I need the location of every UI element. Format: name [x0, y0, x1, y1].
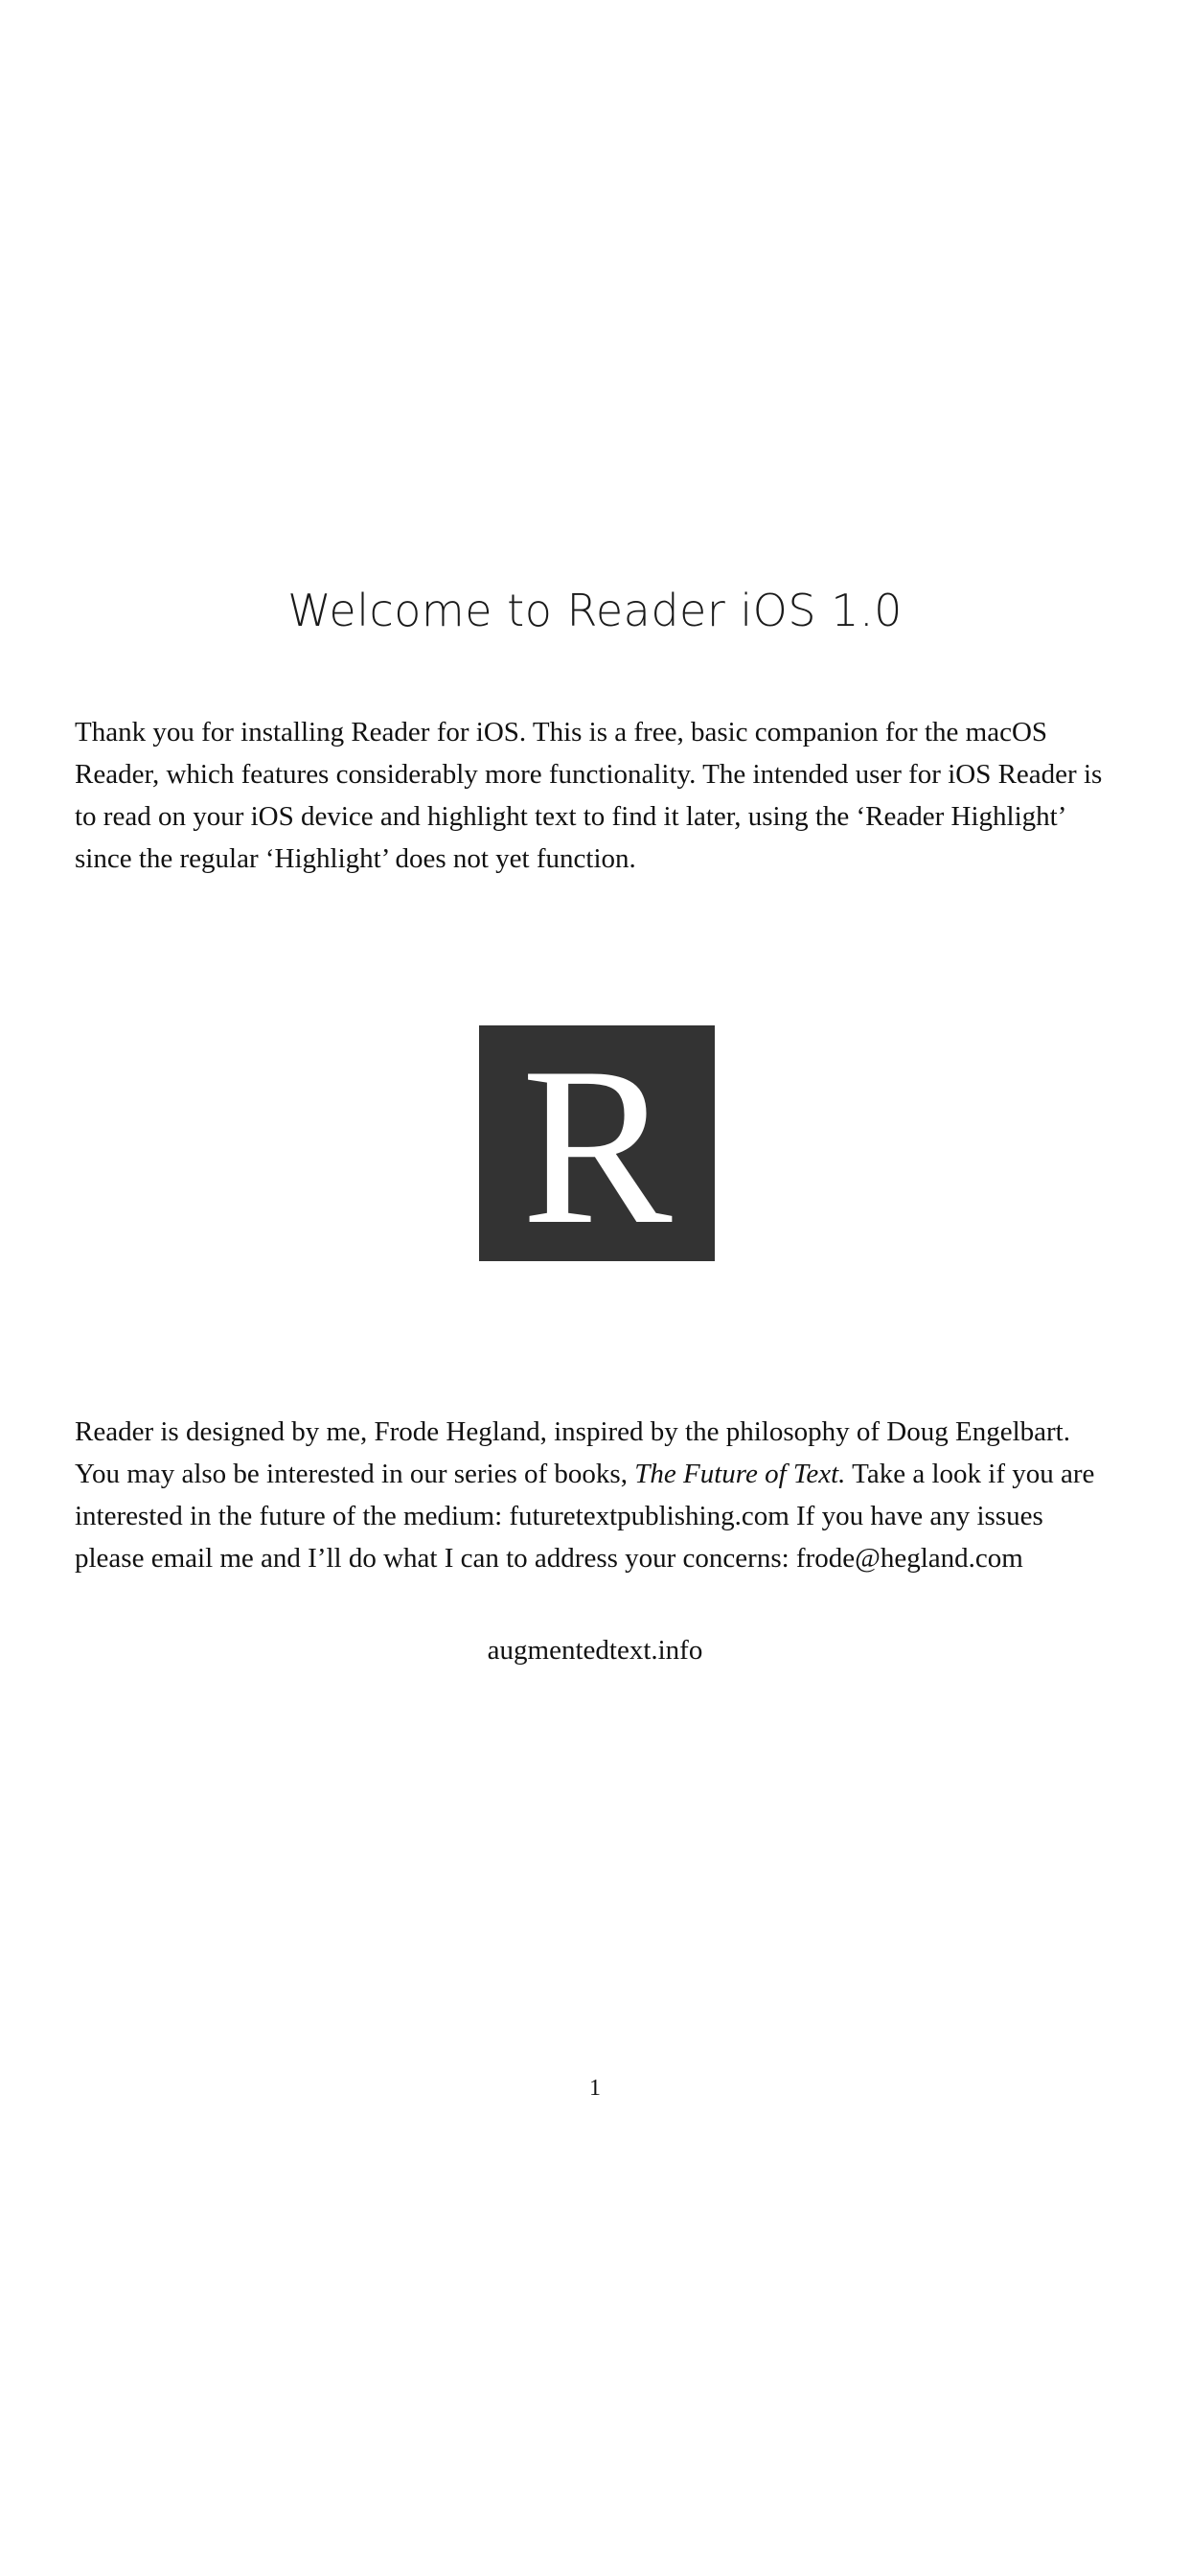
intro-paragraph: Thank you for installing Reader for iOS. This is a free, basic companion for the macOS Reader, which features considerably more functionality. The intended user for iOS Reader is to read on your iOS device and highlight text to find it later, using the ‘Reader Highlight’ since the regular ‘Highlight’ does not yet function. — [75, 717, 1103, 874]
about-text-part2: Take a look if you are interested in the future of the medium: futuretextpublishing.com If you have any issues please email me and I’ll do what I can to address your concerns: frode@hegland.com — [75, 1459, 1095, 1574]
reader-logo-letter: R — [521, 1022, 673, 1272]
page-title: Welcome to Reader iOS 1.0 — [287, 585, 903, 636]
about-paragraph — [75, 1411, 1119, 1579]
website-link[interactable]: augmentedtext.info — [487, 1635, 703, 1666]
about-text-part1: Reader is designed by me, Frode Hegland, inspired by the philosophy of Doug Engelbart. You may also be interested in our series of books, — [75, 1416, 1070, 1489]
page-number: 1 — [589, 2076, 601, 2101]
reader-logo — [479, 1022, 715, 1272]
book-title: The Future of Text. — [634, 1459, 846, 1489]
